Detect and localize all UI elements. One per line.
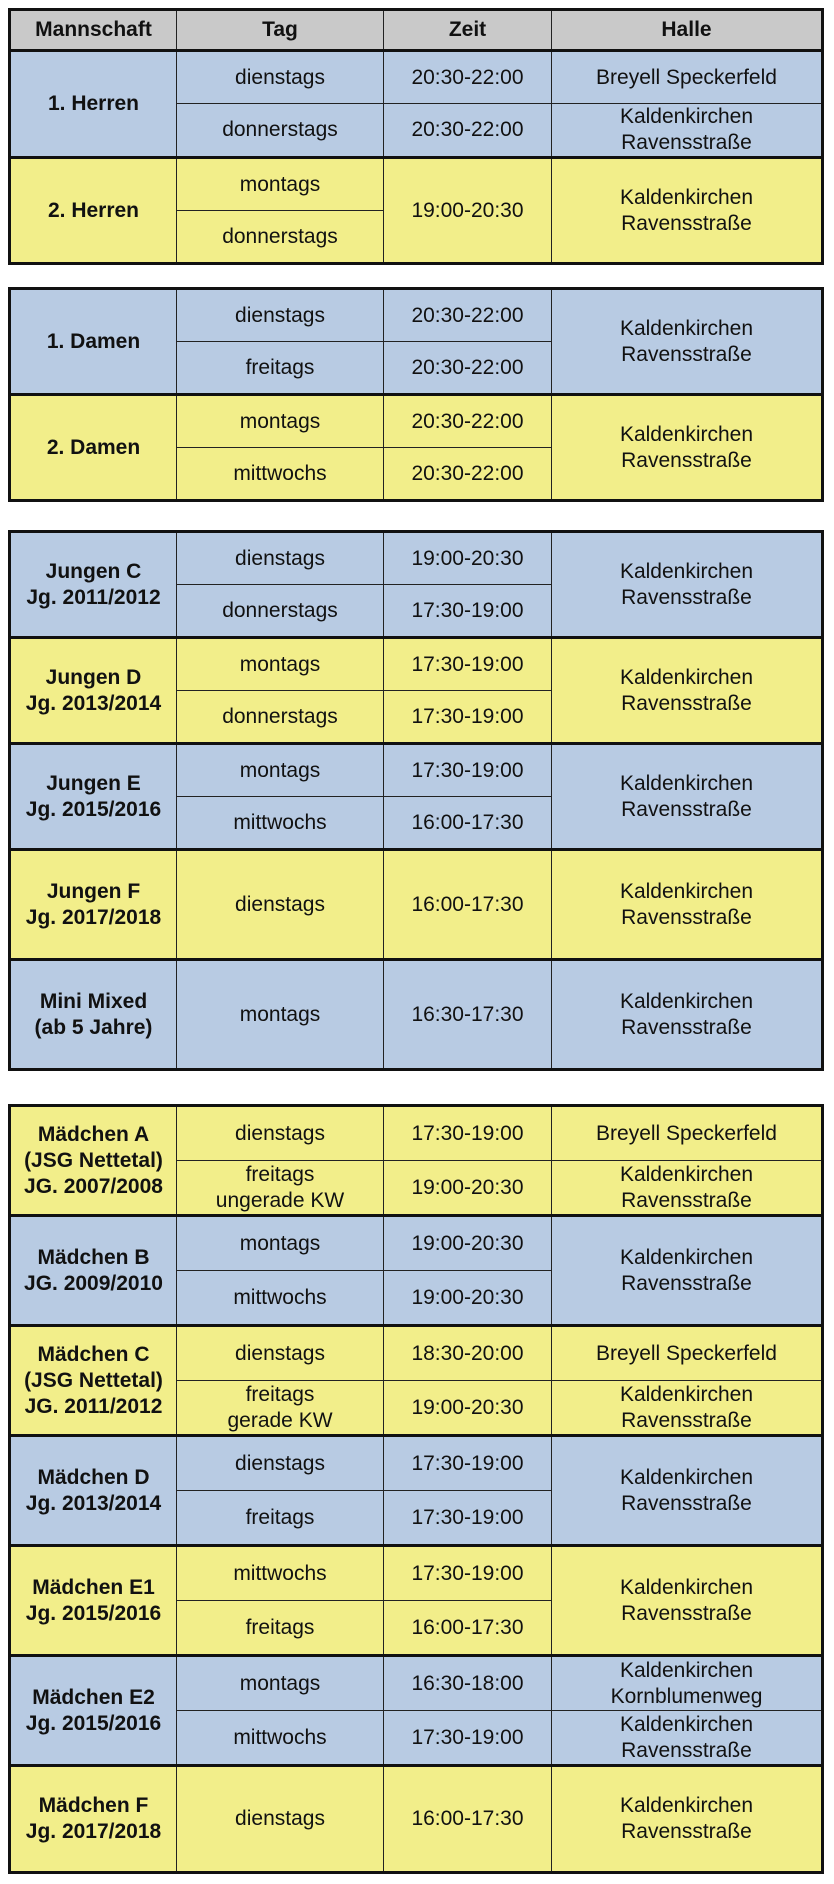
day-cell: freitags ungerade KW [177, 1161, 384, 1216]
table-row [10, 744, 823, 797]
header-row [10, 10, 823, 51]
hall-cell: Kaldenkirchen Ravensstraße [552, 1436, 823, 1546]
time-cell: 19:00-20:30 [384, 1161, 552, 1216]
table-row [10, 51, 823, 104]
hall-cell: Kaldenkirchen Ravensstraße [552, 1161, 823, 1216]
hall-cell: Kaldenkirchen Ravensstraße [552, 1216, 823, 1326]
table-row [10, 532, 823, 585]
time-cell: 19:00-20:30 [384, 1381, 552, 1436]
time-cell: 20:30-22:00 [384, 289, 552, 342]
table-row [10, 395, 823, 448]
day-cell: donnerstags [177, 211, 384, 264]
time-cell: 17:30-19:00 [384, 1711, 552, 1766]
team-cell: Jungen F Jg. 2017/2018 [10, 850, 177, 960]
time-cell: 16:00-17:30 [384, 1766, 552, 1873]
table-row [10, 1766, 823, 1873]
table-row [10, 960, 823, 1070]
time-cell: 17:30-19:00 [384, 1436, 552, 1491]
team-cell: Mädchen E2 Jg. 2015/2016 [10, 1656, 177, 1766]
team-cell: Mädchen F Jg. 2017/2018 [10, 1766, 177, 1873]
day-cell: dienstags [177, 51, 384, 104]
day-cell: mittwochs [177, 1271, 384, 1326]
day-cell: montags [177, 395, 384, 448]
table-row [10, 1656, 823, 1711]
time-cell: 17:30-19:00 [384, 744, 552, 797]
team-cell: 2. Herren [10, 158, 177, 264]
hall-cell: Kaldenkirchen Ravensstraße [552, 532, 823, 638]
hall-cell: Breyell Speckerfeld [552, 1106, 823, 1161]
hall-cell: Kaldenkirchen Ravensstraße [552, 744, 823, 850]
team-cell: 1. Herren [10, 51, 177, 158]
team-cell: Jungen D Jg. 2013/2014 [10, 638, 177, 744]
header-mannschaft: Mannschaft [10, 10, 177, 51]
table-row [10, 158, 823, 211]
day-cell: montags [177, 638, 384, 691]
day-cell: donnerstags [177, 691, 384, 744]
day-cell: donnerstags [177, 585, 384, 638]
header-tag: Tag [177, 10, 384, 51]
hall-cell: Breyell Speckerfeld [552, 1326, 823, 1381]
schedule-table-maedchen [8, 1104, 824, 1874]
day-cell: mittwochs [177, 797, 384, 850]
time-cell: 17:30-19:00 [384, 638, 552, 691]
day-cell: dienstags [177, 289, 384, 342]
time-cell: 20:30-22:00 [384, 51, 552, 104]
hall-cell: Kaldenkirchen Kornblumenweg [552, 1656, 823, 1711]
day-cell: dienstags [177, 532, 384, 585]
time-cell: 16:00-17:30 [384, 850, 552, 960]
team-cell: 2. Damen [10, 395, 177, 501]
team-cell: Mädchen A (JSG Nettetal) JG. 2007/2008 [10, 1106, 177, 1216]
day-cell: montags [177, 744, 384, 797]
team-cell: Mädchen D Jg. 2013/2014 [10, 1436, 177, 1546]
hall-cell: Kaldenkirchen Ravensstraße [552, 1711, 823, 1766]
table-row [10, 289, 823, 342]
day-cell: freitags gerade KW [177, 1381, 384, 1436]
day-cell: dienstags [177, 1766, 384, 1873]
time-cell: 18:30-20:00 [384, 1326, 552, 1381]
day-cell: donnerstags [177, 104, 384, 158]
time-cell: 20:30-22:00 [384, 395, 552, 448]
hall-cell: Kaldenkirchen Ravensstraße [552, 1381, 823, 1436]
team-cell: Mini Mixed (ab 5 Jahre) [10, 960, 177, 1070]
day-cell: mittwochs [177, 1546, 384, 1601]
team-cell: Jungen E Jg. 2015/2016 [10, 744, 177, 850]
team-cell: Jungen C Jg. 2011/2012 [10, 532, 177, 638]
time-cell: 17:30-19:00 [384, 1106, 552, 1161]
table-row [10, 638, 823, 691]
day-cell: dienstags [177, 1326, 384, 1381]
table-row [10, 1216, 823, 1271]
time-cell: 20:30-22:00 [384, 448, 552, 501]
time-cell: 20:30-22:00 [384, 104, 552, 158]
time-cell: 20:30-22:00 [384, 342, 552, 395]
team-cell: 1. Damen [10, 289, 177, 395]
day-cell: freitags [177, 342, 384, 395]
hall-cell: Kaldenkirchen Ravensstraße [552, 960, 823, 1070]
header-zeit: Zeit [384, 10, 552, 51]
table-row [10, 1106, 823, 1161]
time-cell: 16:00-17:30 [384, 1601, 552, 1656]
hall-cell: Kaldenkirchen Ravensstraße [552, 158, 823, 264]
hall-cell: Kaldenkirchen Ravensstraße [552, 395, 823, 501]
time-cell: 16:30-18:00 [384, 1656, 552, 1711]
hall-cell: Kaldenkirchen Ravensstraße [552, 1546, 823, 1656]
schedule-table-jungen [8, 530, 824, 1071]
day-cell: dienstags [177, 1436, 384, 1491]
team-cell: Mädchen C (JSG Nettetal) JG. 2011/2012 [10, 1326, 177, 1436]
day-cell: freitags [177, 1491, 384, 1546]
day-cell: montags [177, 158, 384, 211]
table-row [10, 1436, 823, 1491]
schedule-table-herren [8, 8, 824, 265]
table-row [10, 1546, 823, 1601]
time-cell: 17:30-19:00 [384, 1546, 552, 1601]
hall-cell: Kaldenkirchen Ravensstraße [552, 1766, 823, 1873]
hall-cell: Kaldenkirchen Ravensstraße [552, 638, 823, 744]
schedule-table-damen [8, 287, 824, 502]
time-cell: 16:00-17:30 [384, 797, 552, 850]
table-row [10, 850, 823, 960]
day-cell: mittwochs [177, 1711, 384, 1766]
day-cell: montags [177, 960, 384, 1070]
time-cell: 17:30-19:00 [384, 691, 552, 744]
day-cell: dienstags [177, 850, 384, 960]
time-cell: 19:00-20:30 [384, 1216, 552, 1271]
day-cell: mittwochs [177, 448, 384, 501]
hall-cell: Breyell Speckerfeld [552, 51, 823, 104]
hall-cell: Kaldenkirchen Ravensstraße [552, 104, 823, 158]
time-cell: 19:00-20:30 [384, 1271, 552, 1326]
hall-cell: Kaldenkirchen Ravensstraße [552, 850, 823, 960]
day-cell: dienstags [177, 1106, 384, 1161]
time-cell: 19:00-20:30 [384, 158, 552, 264]
team-cell: Mädchen E1 Jg. 2015/2016 [10, 1546, 177, 1656]
table-row [10, 1326, 823, 1381]
team-cell: Mädchen B JG. 2009/2010 [10, 1216, 177, 1326]
hall-cell: Kaldenkirchen Ravensstraße [552, 289, 823, 395]
time-cell: 17:30-19:00 [384, 1491, 552, 1546]
day-cell: montags [177, 1656, 384, 1711]
time-cell: 19:00-20:30 [384, 532, 552, 585]
day-cell: freitags [177, 1601, 384, 1656]
time-cell: 17:30-19:00 [384, 585, 552, 638]
day-cell: montags [177, 1216, 384, 1271]
time-cell: 16:30-17:30 [384, 960, 552, 1070]
header-halle: Halle [552, 10, 823, 51]
